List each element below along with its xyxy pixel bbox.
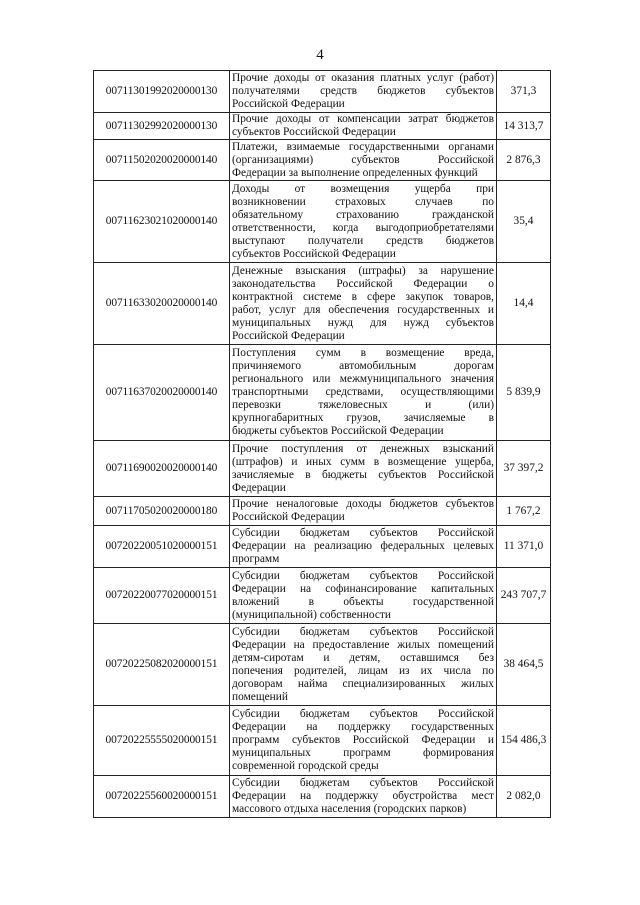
- description-line: получателями средств бюджетов субъектов: [232, 85, 494, 97]
- row-amount: 37 397,2: [497, 441, 551, 497]
- table-row: [94, 181, 551, 263]
- description-line: Федерации: [232, 481, 286, 494]
- description-line: Российской Федерации: [232, 98, 345, 110]
- row-code: 00711623021020000140: [94, 181, 230, 263]
- description-line: Федерации за выполнение определенных функций: [232, 166, 478, 179]
- description-line: законодательства Российской Федерации о: [232, 277, 494, 290]
- row-code: 00720220051020000151: [94, 526, 230, 568]
- table-row: [94, 497, 551, 526]
- description-line: (организациями) субъектов Российской: [232, 153, 494, 166]
- description-line: массового отдыха населения (городских парков): [232, 803, 467, 815]
- description-line: помещений: [232, 690, 288, 703]
- row-code: 00720225560020000151: [94, 776, 230, 818]
- description-line: выступают получатели средств бюджетов: [232, 234, 494, 247]
- description-line: детям-сиротам и детям, оставшимся без: [232, 651, 494, 664]
- description-line: бюджеты субъектов Российской Федерации: [232, 425, 444, 437]
- description-line: обязательному страхованию гражданской: [232, 208, 494, 221]
- row-description: [230, 526, 497, 568]
- table-row: [94, 624, 551, 706]
- description-line: Поступления сумм в возмещение вреда,: [232, 347, 494, 359]
- description-line: транспортными средствами, осуществляющими: [232, 386, 494, 398]
- description-line: Субсидии бюджетам субъектов Российской: [232, 527, 494, 539]
- page-number: 4: [316, 47, 324, 63]
- table-row: [94, 140, 551, 181]
- description-line: Российской Федерации: [232, 511, 345, 523]
- revenue-table: [93, 70, 551, 818]
- description-line: договорам найма специализированных жилых: [232, 677, 494, 690]
- description-line: Российской Федерации: [232, 329, 345, 342]
- row-description: [230, 181, 497, 263]
- description-line: регионального или межмуниципального значения: [232, 373, 494, 385]
- description-line: ответственности, когда выгодоприобретателями: [232, 221, 494, 234]
- row-amount: 371,3: [497, 71, 551, 113]
- description-line: Субсидии бюджетам субъектов Российской: [232, 777, 494, 789]
- description-line: Субсидии бюджетам субъектов Российской: [232, 625, 494, 638]
- row-description: [230, 568, 497, 624]
- description-line: Денежные взыскания (штрафы) за нарушение: [232, 264, 494, 277]
- description-line: Федерации на поддержку обустройства мест: [232, 790, 494, 802]
- description-line: субъектов Российской Федерации: [232, 247, 396, 260]
- description-line: Федерации на предоставление жилых помещений: [232, 638, 494, 651]
- description-line: Федерации на реализацию федеральных целевых: [232, 540, 494, 552]
- row-code: 00711502020020000140: [94, 140, 230, 181]
- description-line: перевозки тяжеловесных и (или): [232, 399, 494, 411]
- table-row: [94, 263, 551, 345]
- description-line: современной городской среды: [232, 760, 379, 772]
- description-line: Прочие доходы от оказания платных услуг (работ): [232, 72, 494, 84]
- row-amount: 154 486,3: [497, 706, 551, 776]
- row-code: 00711690020020000140: [94, 441, 230, 497]
- row-description: [230, 441, 497, 497]
- row-description: [230, 706, 497, 776]
- row-code: 00711637020020000140: [94, 345, 230, 441]
- row-amount: 11 371,0: [497, 526, 551, 568]
- description-line: Федерации на софинансирование капитальных: [232, 582, 494, 595]
- row-description: [230, 140, 497, 181]
- row-code: 00711302992020000130: [94, 113, 230, 140]
- row-code: 00711705020020000180: [94, 497, 230, 526]
- description-line: Прочие неналоговые доходы бюджетов субъектов: [232, 498, 494, 510]
- table-row: [94, 526, 551, 568]
- description-line: муниципальных программ формирования: [232, 747, 494, 759]
- row-code: 00720220077020000151: [94, 568, 230, 624]
- row-description: [230, 263, 497, 345]
- row-amount: 14 313,7: [497, 113, 551, 140]
- row-description: [230, 345, 497, 441]
- description-line: (муниципальной) собственности: [232, 608, 391, 621]
- row-amount: 243 707,7: [497, 568, 551, 624]
- description-line: (штрафов) и иных сумм в возмещение ущерба,: [232, 455, 494, 468]
- description-line: Субсидии бюджетам субъектов Российской: [232, 708, 494, 720]
- description-line: субъектов Российской Федерации: [232, 126, 396, 138]
- row-amount: 5 839,9: [497, 345, 551, 441]
- description-line: Платежи, взимаемые государственными органами: [232, 140, 494, 153]
- row-code: 00711301992020000130: [94, 71, 230, 113]
- description-line: попечения родителей, лицам из их числа по: [232, 664, 494, 677]
- table-row: [94, 776, 551, 818]
- row-amount: 2 876,3: [497, 140, 551, 181]
- row-amount: 14,4: [497, 263, 551, 345]
- row-amount: 2 082,0: [497, 776, 551, 818]
- table-row: [94, 706, 551, 776]
- table-body: [94, 71, 551, 818]
- description-line: вложений в объекты государственной: [232, 595, 494, 608]
- row-description: [230, 624, 497, 706]
- description-line: программ: [232, 553, 280, 565]
- row-code: 00720225555020000151: [94, 706, 230, 776]
- description-line: крупногабаритных грузов, зачисляемые в: [232, 412, 494, 424]
- description-line: работ, услуг для обеспечения государственных и: [232, 303, 494, 316]
- row-description: [230, 113, 497, 140]
- description-line: возникновении страховых случаев по: [232, 195, 494, 208]
- row-description: [230, 776, 497, 818]
- description-line: муниципальных нужд для нужд субъектов: [232, 316, 494, 329]
- row-description: [230, 497, 497, 526]
- description-line: причиняемого автомобильным дорогам: [232, 360, 494, 372]
- description-line: Субсидии бюджетам субъектов Российской: [232, 569, 494, 582]
- description-line: зачисляемые в бюджеты субъектов Российской: [232, 468, 494, 481]
- table-row: [94, 71, 551, 113]
- row-code: 00720225082020000151: [94, 624, 230, 706]
- row-description: [230, 71, 497, 113]
- description-line: программ субъектов Российской Федерации и: [232, 734, 494, 746]
- table-row: [94, 113, 551, 140]
- table-row: [94, 568, 551, 624]
- row-amount: 35,4: [497, 181, 551, 263]
- description-line: Прочие доходы от компенсации затрат бюджетов: [232, 113, 494, 125]
- table-row: [94, 345, 551, 441]
- description-line: Доходы от возмещения ущерба при: [232, 182, 494, 195]
- description-line: контрактной системе в сфере закупок товаров,: [232, 290, 494, 303]
- row-amount: 38 464,5: [497, 624, 551, 706]
- table-row: [94, 441, 551, 497]
- description-line: Прочие поступления от денежных взысканий: [232, 442, 494, 455]
- row-code: 00711633020020000140: [94, 263, 230, 345]
- row-amount: 1 767,2: [497, 497, 551, 526]
- description-line: Федерации на поддержку государственных: [232, 721, 494, 733]
